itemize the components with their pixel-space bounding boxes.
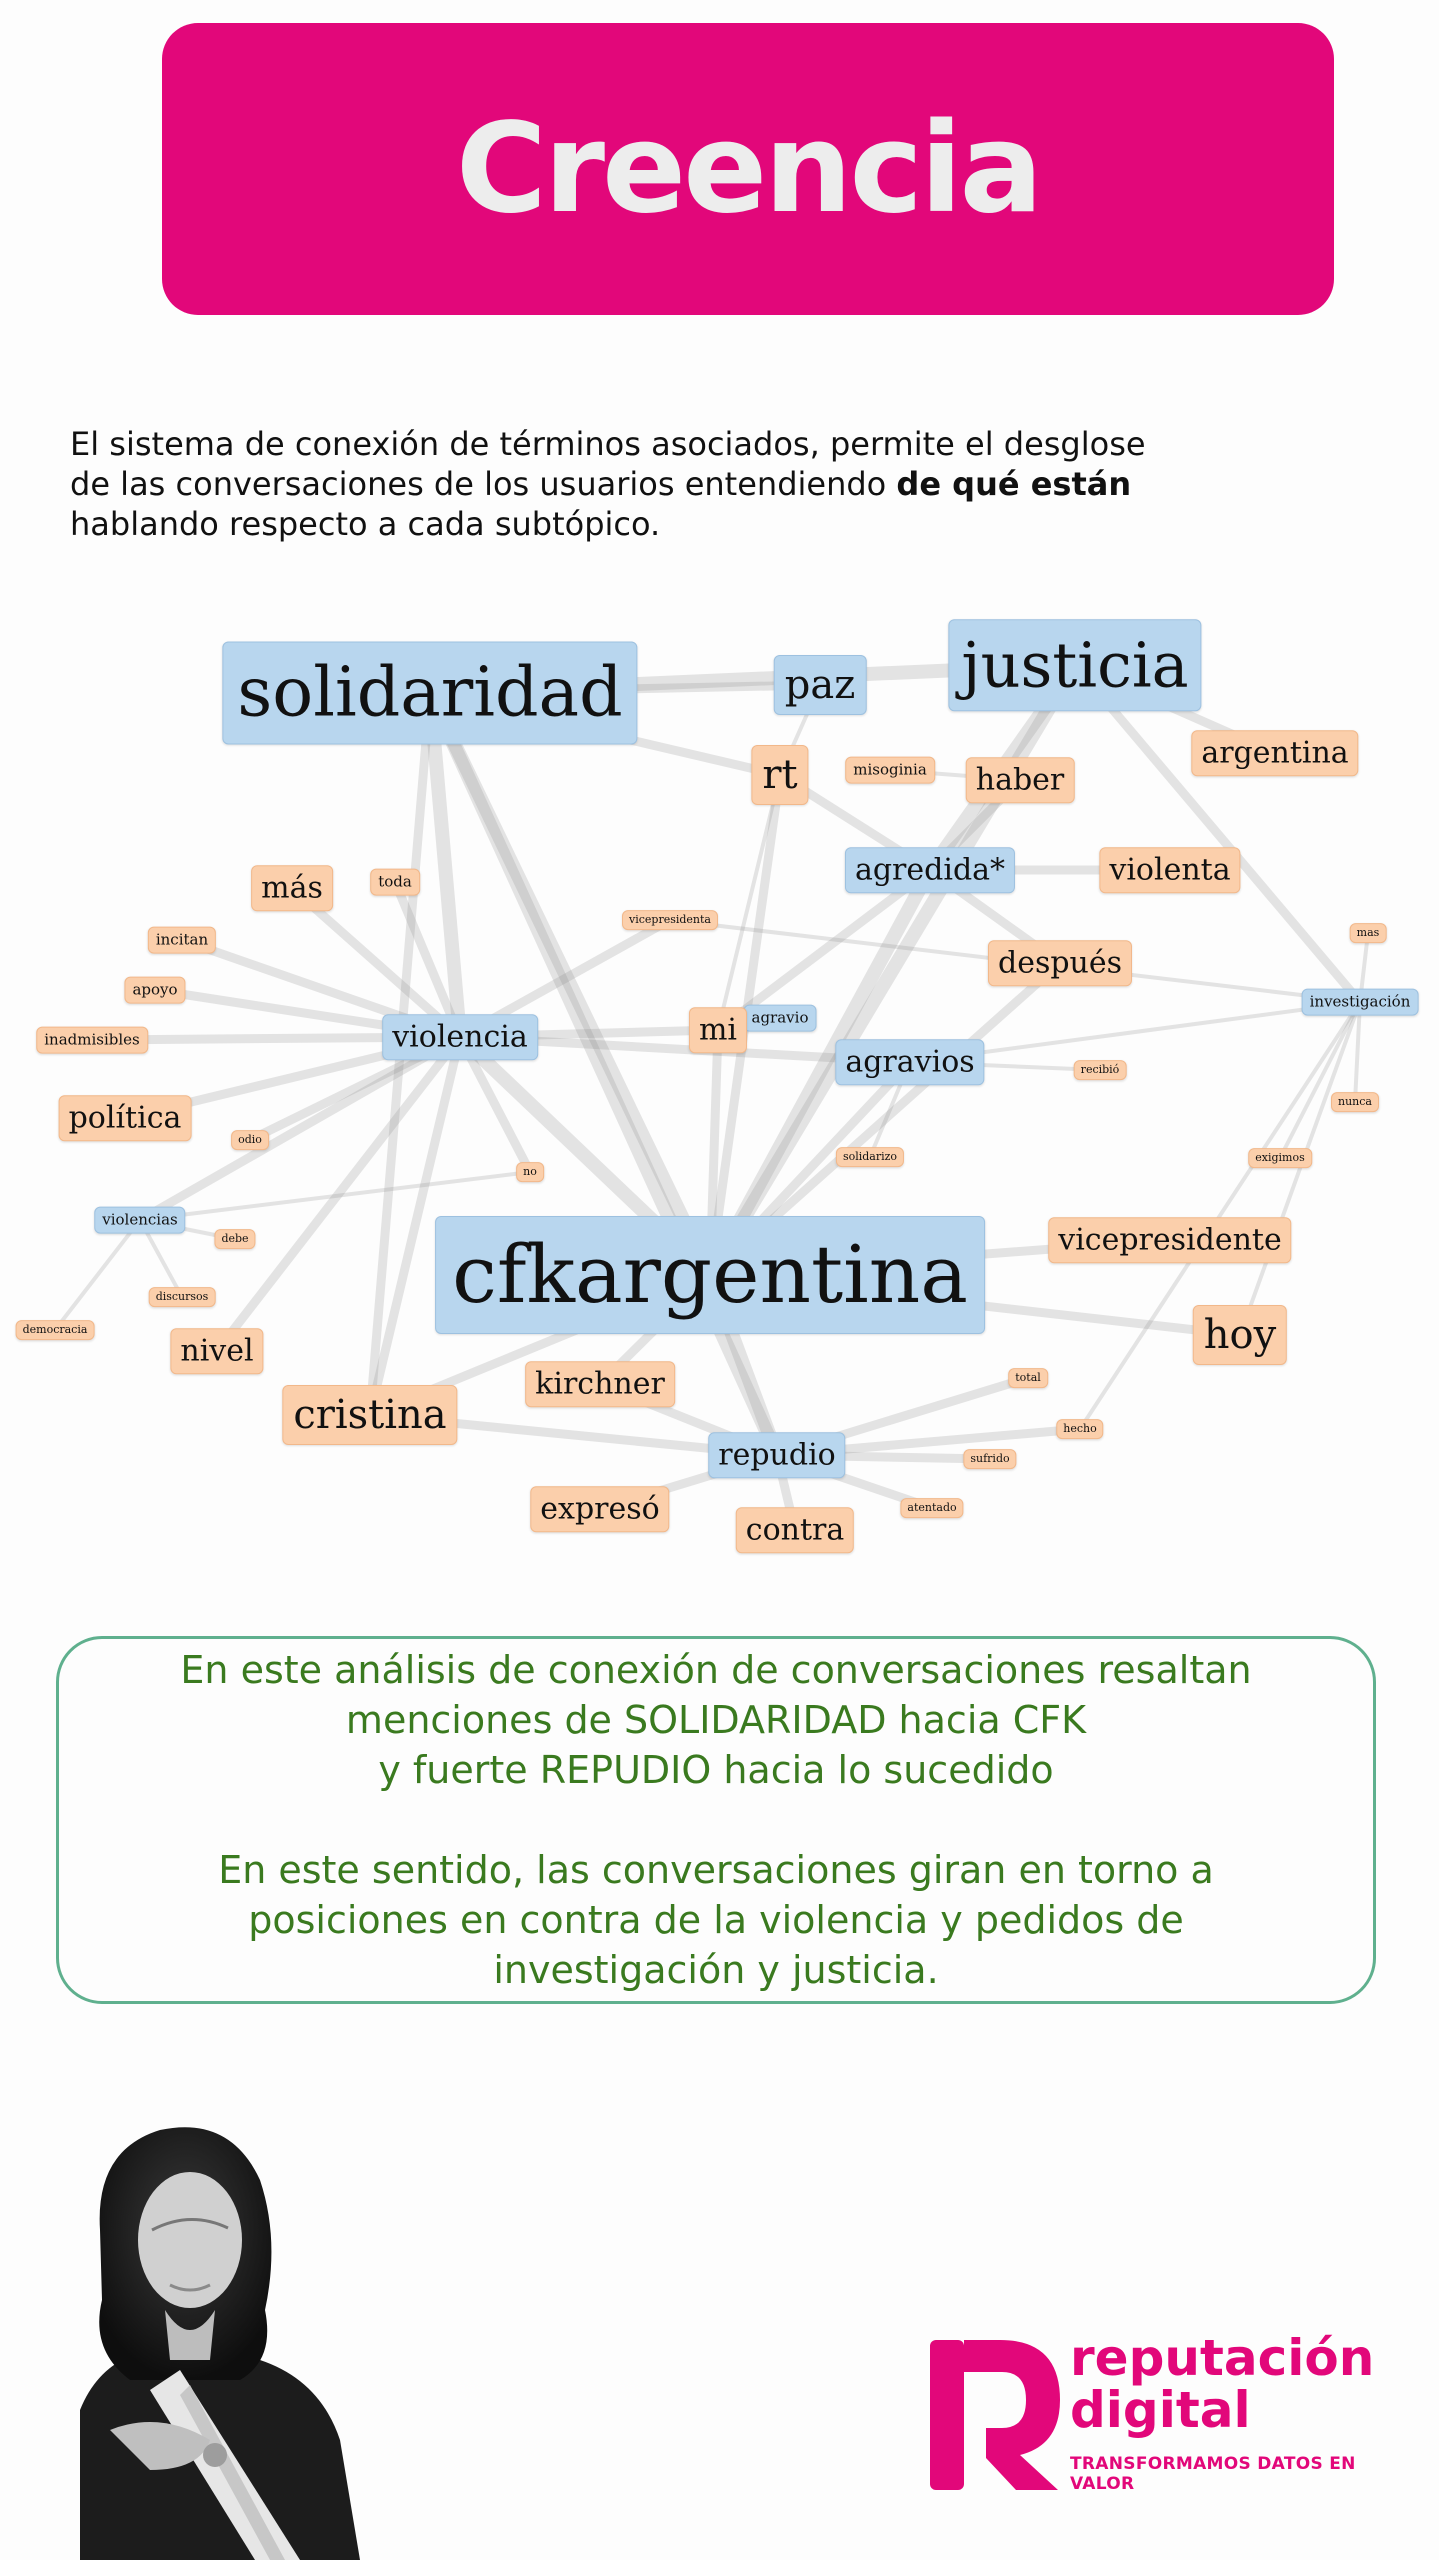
brand-logo: [930, 2329, 1380, 2494]
graph-node-expreso: expresó: [530, 1486, 669, 1532]
graph-node-total: total: [1008, 1368, 1048, 1388]
summary-box: [56, 1636, 1376, 2004]
graph-node-hoy: hoy: [1193, 1305, 1287, 1365]
graph-node-no: no: [516, 1162, 544, 1182]
portrait-photo: [40, 2110, 380, 2560]
summary-line: y fuerte REPUDIO hacia lo sucedido: [378, 1748, 1054, 1792]
graph-node-mi: mi: [689, 1007, 747, 1053]
graph-edge: [55, 1220, 140, 1330]
graph-node-violencias: violencias: [94, 1207, 185, 1234]
graph-node-exigimos: exigimos: [1248, 1148, 1312, 1168]
graph-node-atentado: atentado: [900, 1498, 963, 1518]
graph-node-recibio: recibió: [1074, 1060, 1127, 1080]
title-banner: [162, 23, 1334, 315]
graph-node-solidarizo: solidarizo: [836, 1147, 904, 1167]
intro-paragraph: [70, 424, 1190, 544]
graph-node-nunca: nunca: [1331, 1092, 1379, 1112]
graph-node-misoginia: misoginia: [845, 757, 935, 784]
graph-node-justicia: justicia: [948, 619, 1201, 711]
intro-text-1: El sistema de conexión de términos asociados, permite el desglose: [70, 425, 1146, 463]
graph-node-inadmisibles: inadmisibles: [36, 1027, 148, 1054]
graph-node-mas2: mas: [1350, 923, 1387, 943]
graph-node-sufrido: sufrido: [963, 1449, 1016, 1469]
graph-node-vicepresidenta: vicepresidenta: [622, 910, 718, 930]
graph-node-rt: rt: [751, 745, 808, 805]
logo-word-1: reputación: [1070, 2329, 1375, 2387]
graph-node-toda: toda: [370, 869, 420, 896]
graph-node-nivel: nivel: [170, 1328, 263, 1374]
graph-edge: [1240, 1002, 1360, 1335]
graph-node-incitan: incitan: [148, 927, 216, 954]
intro-text-3: hablando respecto a cada subtópico.: [70, 505, 661, 543]
graph-node-paz: paz: [774, 655, 867, 715]
logo-word-2: digital: [1070, 2381, 1251, 2439]
logo-r-icon: [930, 2340, 1065, 2490]
summary-line: En este análisis de conexión de conversaciones resaltan: [180, 1648, 1252, 1692]
graph-edge: [1280, 1002, 1360, 1158]
graph-node-violencia: violencia: [382, 1014, 538, 1060]
graph-node-kirchner: kirchner: [525, 1361, 675, 1407]
graph-node-violenta: violenta: [1099, 847, 1240, 893]
graph-node-cristina: cristina: [282, 1385, 457, 1445]
summary-line: posiciones en contra de la violencia y pedidos de: [248, 1898, 1184, 1942]
graph-node-mas: más: [251, 865, 333, 911]
graph-node-vicepresidente: vicepresidente: [1048, 1217, 1291, 1263]
graph-node-cfkargentina: cfkargentina: [435, 1216, 985, 1334]
graph-node-debe: debe: [214, 1229, 255, 1249]
graph-node-investigacion: investigación: [1302, 989, 1419, 1016]
graph-node-apoyo: apoyo: [124, 977, 185, 1004]
graph-node-agravio: agravio: [744, 1005, 817, 1032]
graph-node-repudio: repudio: [708, 1432, 845, 1478]
page-title: Creencia: [455, 97, 1041, 241]
graph-node-discursos: discursos: [149, 1287, 216, 1307]
graph-node-hecho: hecho: [1056, 1419, 1103, 1439]
summary-line: En este sentido, las conversaciones giran en torno a: [218, 1848, 1214, 1892]
graph-node-contra: contra: [736, 1507, 854, 1553]
logo-tagline: TRANSFORMAMOS DATOS EN VALOR: [1070, 2454, 1356, 2494]
graph-node-argentina: argentina: [1191, 730, 1358, 776]
summary-line: menciones de SOLIDARIDAD hacia CFK: [345, 1698, 1087, 1742]
intro-text-2: de las conversaciones de los usuarios entendiendo: [70, 465, 897, 503]
summary-line: investigación y justicia.: [493, 1948, 939, 1992]
graph-node-politica: política: [59, 1095, 192, 1141]
graph-node-agredida: agredida*: [845, 847, 1015, 893]
graph-node-despues: después: [988, 940, 1132, 986]
intro-text-bold: de qué están: [896, 465, 1132, 503]
graph-node-solidaridad: solidaridad: [222, 642, 637, 745]
graph-node-democracia: democracia: [16, 1320, 95, 1340]
graph-node-odio: odio: [231, 1130, 269, 1150]
graph-edge: [140, 1172, 530, 1220]
term-network-graph: [22, 590, 1420, 1580]
graph-node-agravios: agravios: [835, 1039, 984, 1085]
graph-node-haber: haber: [966, 757, 1075, 803]
